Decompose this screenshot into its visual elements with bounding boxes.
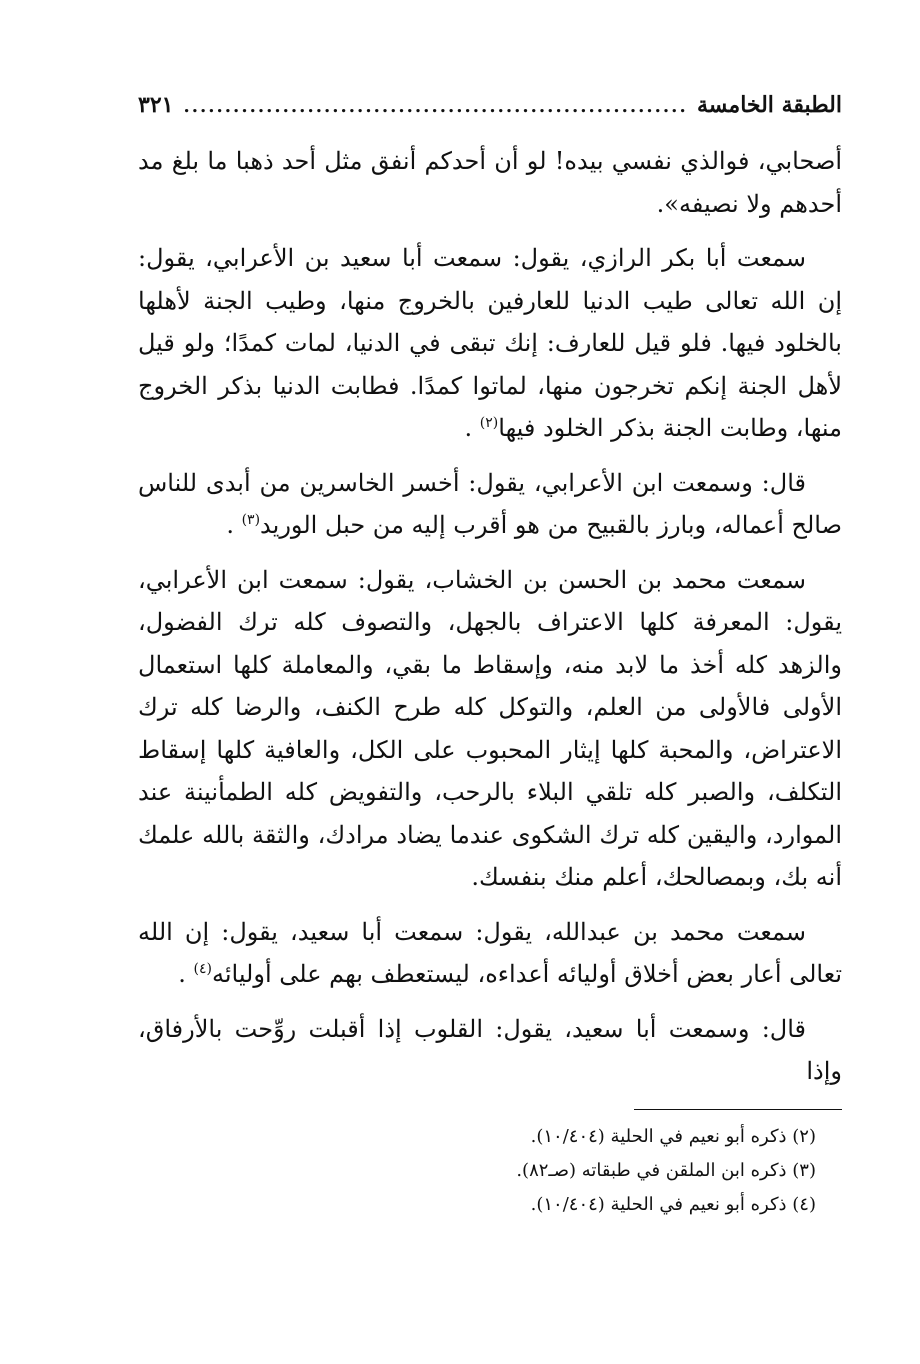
paragraph-razi: سمعت أبا بكر الرازي، يقول: سمعت أبا سعيد بن الأعرابي، يقول: إن الله تعالى طيب الدنيا للعارفين بالخروج منها، وطيب الجنة لأهلها بالخلود فيها. فلو قيل للعارف: إنك تبقى في الدنيا، لمات كمدًا؛ ولو قيل لأهل الجنة إنكم تخرجون منها، لماتوا كمدًا. فطابت الدنيا بذكر الخروج منها، وطابت الجنة بذكر الخلود فيها$^{(٢)}$ . bbox=[138, 244, 842, 442]
paragraph-abu-said bbox=[138, 1008, 842, 1093]
footnote-item: (٤) ذكره أبو نعيم في الحلية (١٠/٤٠٤). bbox=[530, 1193, 816, 1215]
footnote-separator bbox=[634, 1109, 842, 1110]
header-leader-dots bbox=[183, 96, 687, 117]
paragraph-text: سمعت محمد بن عبدالله، يقول: سمعت أبا سعيد، يقول: إن الله تعالى أعار بعض أخلاق أوليائه أعداءه، ليستعطف بهم على أوليائه bbox=[138, 917, 842, 988]
paragraph-ibn-arabi: قال: وسمعت ابن الأعرابي، يقول: أخسر الخاسرين من أبدى للناس صالح أعماله، وبارز بالقبيح من هو أقرب إليه من حبل الوريد$^{(٣)}$ . bbox=[138, 468, 842, 539]
paragraph-text: سمعت أبا بكر الرازي، يقول: سمعت أبا سعيد بن الأعرابي، يقول: إن الله تعالى طيب الدنيا للعارفين بالخروج منها، وطيب الجنة لأهلها بالخلود فيها. فلو قيل للعارف: إنك تبقى في الدنيا، لمات كمدًا؛ ولو قيل لأهل الجنة إنكم تخرجون منها، لماتوا كمدًا. فطابت الدنيا بذكر الخروج منها، وطابت الجنة بذكر الخلود فيها bbox=[138, 244, 842, 442]
footnote-item: (٢) ذكره أبو نعيم في الحلية (١٠/٤٠٤). bbox=[530, 1125, 816, 1147]
paragraph-khashab bbox=[138, 559, 842, 899]
footnote-marker: (٣) bbox=[241, 512, 261, 528]
book-page bbox=[138, 92, 842, 1222]
paragraph-text: أصحابي، فوالذي نفسي بيده! لو أن أحدكم أنفق مثل أحد ذهبا ما بلغ مد أحدهم ولا نصيفه». bbox=[138, 147, 842, 218]
footnote-marker: (٤) bbox=[193, 961, 212, 977]
page-number: ٣٢١ bbox=[138, 92, 174, 118]
running-header bbox=[138, 92, 842, 140]
paragraph-text: قال: وسمعت أبا سعيد، يقول: القلوب إذا أقبلت روِّحت بالأرفاق، وإذا bbox=[138, 1014, 842, 1085]
footnotes bbox=[138, 1120, 842, 1222]
footnote-item: (٣) ذكره ابن الملقن في طبقاته (صـ٨٢). bbox=[516, 1159, 816, 1181]
paragraph-abdallah: سمعت محمد بن عبدالله، يقول: سمعت أبا سعيد، يقول: إن الله تعالى أعار بعض أخلاق أوليائه أعداءه، ليستعطف بهم على أوليائه$^{(٤)}$ . bbox=[138, 917, 842, 988]
paragraph-continuation bbox=[138, 140, 842, 225]
paragraph-text: سمعت محمد بن الحسن بن الخشاب، يقول: سمعت ابن الأعرابي، يقول: المعرفة كلها الاعتراف بالجهل، والتصوف كله ترك الفضول، والزهد كله أخذ ما لابد منه، وإسقاط ما بقي، والمعاملة كلها استعمال الأولى فالأولى من العلم، والتوكل كله طرح الكنف، والرضا كله ترك الاعتراض، والمحبة كلها إيثار المحبوب على الكل، والعافية كلها إسقاط التكلف، والصبر كله تلقي البلاء بالرحب، والتفويض كله الطمأنينة عند الموارد، واليقين كله ترك الشكوى عندما يضاد مرادك، والثقة بالله علمك أنه بك، وبمصالحك، أعلم منك بنفسك. bbox=[138, 565, 842, 891]
paragraph-text: قال: وسمعت ابن الأعرابي، يقول: أخسر الخاسرين من أبدى للناس صالح أعماله، وبارز بالقبيح من هو أقرب إليه من حبل الوريد bbox=[138, 468, 842, 539]
section-title: الطبقة الخامسة bbox=[696, 92, 842, 118]
footnote-marker: (٢) bbox=[479, 415, 499, 431]
